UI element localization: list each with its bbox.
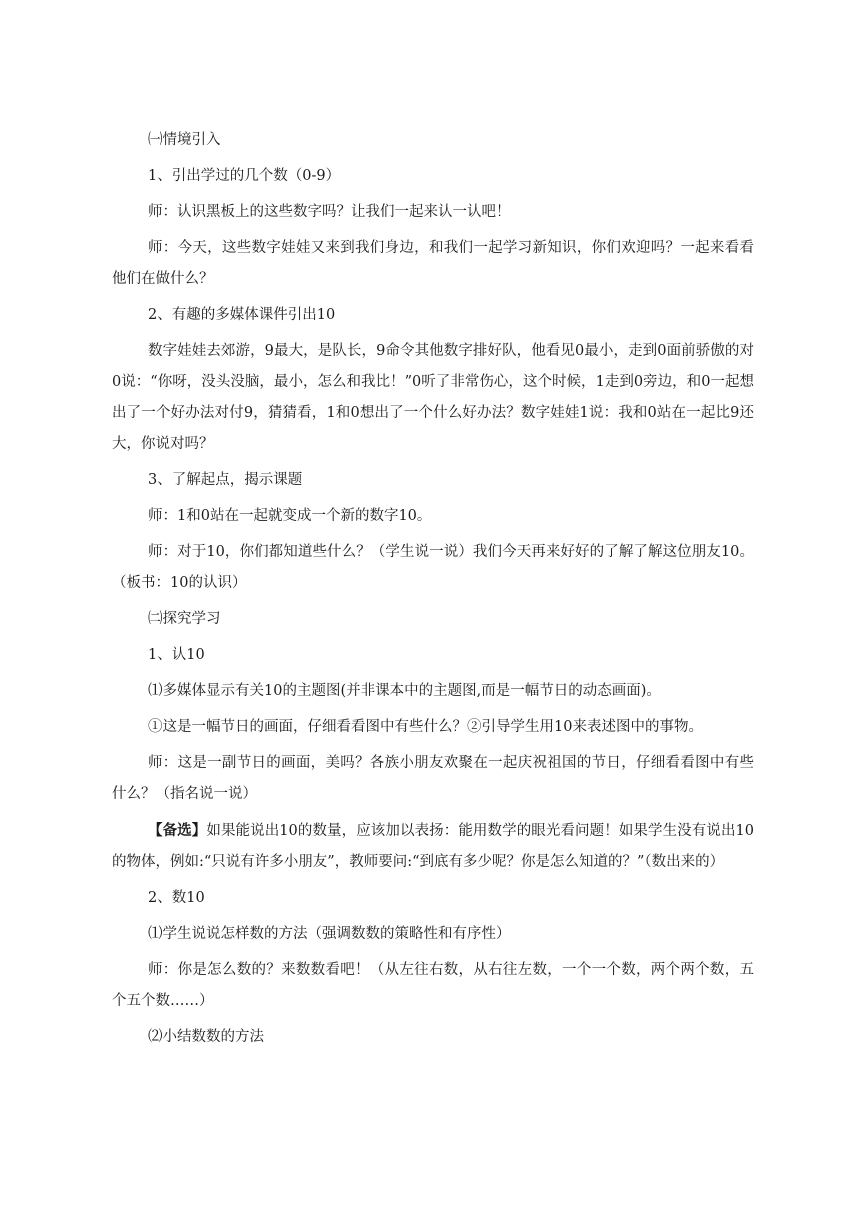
paragraph: 师：认识黑板上的这些数字吗？让我们一起来认一认吧！: [148, 204, 511, 220]
step-heading-multimedia: 2、有趣的多媒体课件引出10: [148, 307, 336, 323]
section-heading-explore: ㈡探究学习: [148, 611, 221, 627]
section-heading-situation: ㈠情境引入: [148, 132, 221, 148]
paragraph: 师：这是一副节日的画面，美吗？各族小朋友欢聚在一起庆祝祖国的节日，仔细看看图中有些什么？（指名说一说）: [112, 755, 754, 802]
paragraph: 师：你是怎么数的？来数数看吧！（从左往右数，从右往左数，一个一个数，两个两个数，五个五个数……）: [112, 962, 754, 1009]
document-body: [112, 125, 754, 1053]
step-heading-recognize-10: 1、认10: [148, 647, 205, 663]
step-heading-review-numbers: 1、引出学过的几个数（0-9）: [148, 168, 341, 184]
alternative-text: 如果能说出10的数量，应该加以表扬：能用数学的眼光看问题！如果学生没有说出10的物体，例如:“只说有许多小朋友”，教师要问:“到底有多少呢？你是怎么知道的？”（数出来的）: [112, 823, 754, 870]
paragraph: 师：1和0站在一起就变成一个新的数字10。: [148, 508, 432, 524]
paragraph: ⑴学生说说怎样数的方法（强调数数的策略性和有序性）: [148, 926, 511, 942]
paragraph: ①这是一幅节日的画面，仔细看看图中有些什么？②引导学生用10来表述图中的事物。: [148, 719, 703, 735]
paragraph: 师：对于10，你们都知道些什么？（学生说一说）我们今天再来好好的了解了解这位朋友10。（板书：10的认识）: [112, 544, 754, 591]
paragraph: ⑵小结数数的方法: [148, 1029, 264, 1045]
step-heading-count-10: 2、数10: [148, 890, 205, 906]
alternative-label: 【备选】: [148, 822, 207, 839]
paragraph: ⑴多媒体显示有关10的主题图(并非课本中的主题图,而是一幅节日的动态画面)。: [148, 683, 661, 699]
paragraph: 数字娃娃去郊游，9最大，是队长，9命令其他数字排好队，他看见0最小，走到0面前骄傲的对0说：“你呀，没头没脑，最小，怎么和我比！”0听了非常伤心，这个时候，1走到0旁边，和0一起想出了一个好办法对付9，猜猜看，1和0想出了一个什么好办法？数字娃娃1说：我和0站在一起比9还大，你说对吗？: [112, 343, 754, 452]
step-heading-reveal-topic: 3、了解起点，揭示课题: [148, 472, 303, 488]
paragraph-alternative: [112, 815, 754, 878]
paragraph: 师：今天，这些数字娃娃又来到我们身边，和我们一起学习新知识，你们欢迎吗？一起来看看他们在做什么？: [112, 240, 754, 287]
